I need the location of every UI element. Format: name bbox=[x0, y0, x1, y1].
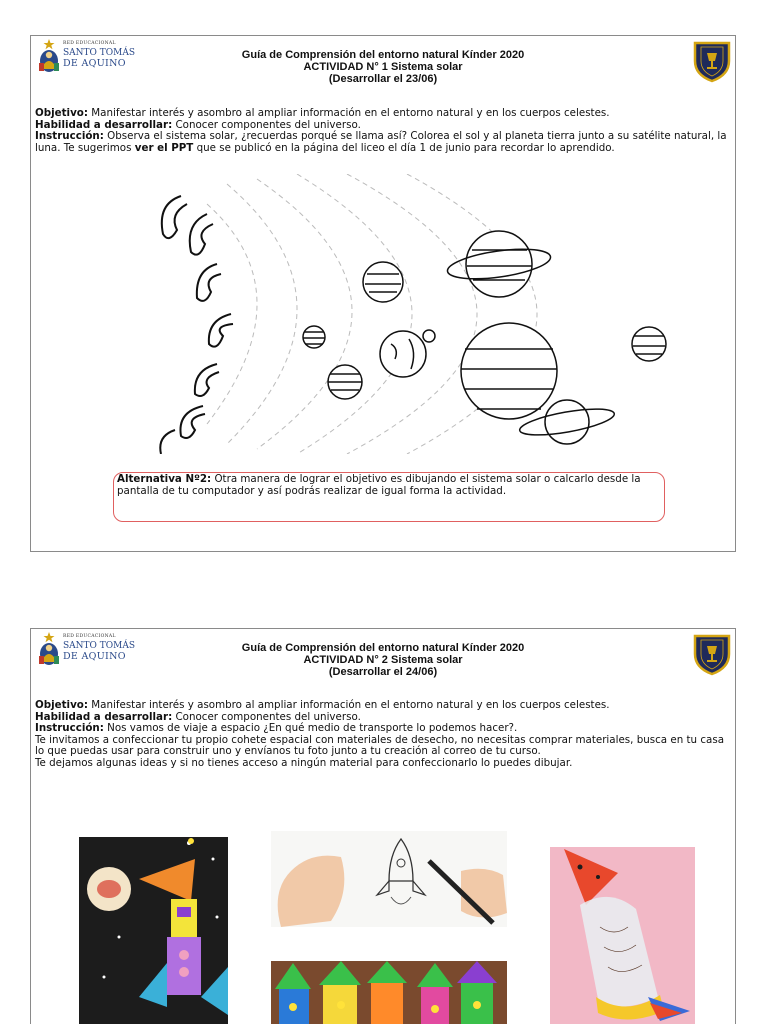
rocket-paper-photo bbox=[79, 837, 228, 1024]
skill-line: Habilidad a desarrollar: Conocer componentes del universo. bbox=[35, 118, 361, 131]
invitation-paragraph: Te invitamos a confeccionar tu propio cohete espacial con materiales de desecho, no necesitas comprar materiales, busca en tu casa lo que puedas usar para construir uno y envíanos tu foto junto a tu creación al correo de tu curso. bbox=[35, 733, 725, 758]
activity-1-instructions bbox=[35, 108, 731, 154]
logo-name-line2: DE AQUINO bbox=[63, 58, 126, 69]
activity-2-header bbox=[141, 642, 625, 678]
crest-shield-icon bbox=[693, 39, 731, 83]
logo-network-text: RED EDUCACIONAL bbox=[63, 634, 116, 639]
skill-line: Habilidad a desarrollar: Conocer componentes del universo. bbox=[35, 710, 361, 723]
instruction-line: Instrucción: Observa el sistema solar, ¿recuerdas porqué se llama así? Colorea el sol y al planeta tierra junto a su satélite natural, la luna. Te sugerimos ver el PPT que se publicó en la página del liceo el día 1 de junio para recordar lo aprendido. bbox=[35, 130, 727, 154]
drawing-rocket-photo bbox=[271, 831, 507, 927]
logo-network-text: RED EDUCACIONAL bbox=[63, 41, 116, 46]
school-crest bbox=[693, 632, 731, 676]
school-logo bbox=[36, 39, 136, 75]
ideas-paragraph: Te dejamos algunas ideas y si no tienes acceso a ningún material para confeccionarlo lo puedes dibujar. bbox=[35, 756, 573, 769]
activity-title: ACTIVIDAD N° 1 Sistema solar bbox=[303, 61, 463, 73]
activity-1-card bbox=[30, 35, 736, 552]
activity-date: (Desarrollar el 23/06) bbox=[328, 73, 438, 85]
instruction-line: Instrucción: Nos vamos de viaje a espacio ¿En qué medio de transporte lo podemos hacer?. bbox=[35, 722, 518, 735]
activity-2-card bbox=[30, 628, 736, 1024]
activity-2-instructions bbox=[35, 700, 731, 770]
objective-line: Objetivo: Manifestar interés y asombro al ampliar información en el entorno natural y en los cuerpos celestes. bbox=[35, 699, 610, 711]
objective-line: Objetivo: Manifestar interés y asombro al ampliar información en el entorno natural y en los cuerpos celestes. bbox=[35, 107, 610, 119]
school-crest bbox=[693, 39, 731, 83]
activity-title: ACTIVIDAD N° 2 Sistema solar bbox=[303, 654, 463, 666]
school-logo-icon bbox=[36, 632, 62, 668]
activity-date: (Desarrollar el 24/06) bbox=[328, 666, 438, 678]
guide-title: Guía de Comprensión del entorno natural Kínder 2020 bbox=[241, 642, 525, 654]
guide-title: Guía de Comprensión del entorno natural Kínder 2020 bbox=[241, 49, 525, 61]
logo-name-line1: SANTO TOMÁS bbox=[63, 48, 136, 58]
bottle-rocket-photo bbox=[550, 847, 695, 1024]
school-logo-icon bbox=[36, 39, 62, 75]
tube-rockets-photo bbox=[271, 961, 507, 1024]
school-logo bbox=[36, 632, 136, 668]
logo-name-line2: DE AQUINO bbox=[63, 651, 126, 662]
activity-1-header bbox=[141, 49, 625, 85]
alternative-box: Alternativa Nº2: Otra manera de lograr el objetivo es dibujando el sistema solar o calcarlo desde la pantalla de tu computador y así podrás realizar de igual forma la actividad. bbox=[113, 472, 665, 522]
logo-name-line1: SANTO TOMÁS bbox=[63, 641, 136, 651]
crest-shield-icon bbox=[693, 632, 731, 676]
solar-system-drawing bbox=[147, 174, 673, 454]
